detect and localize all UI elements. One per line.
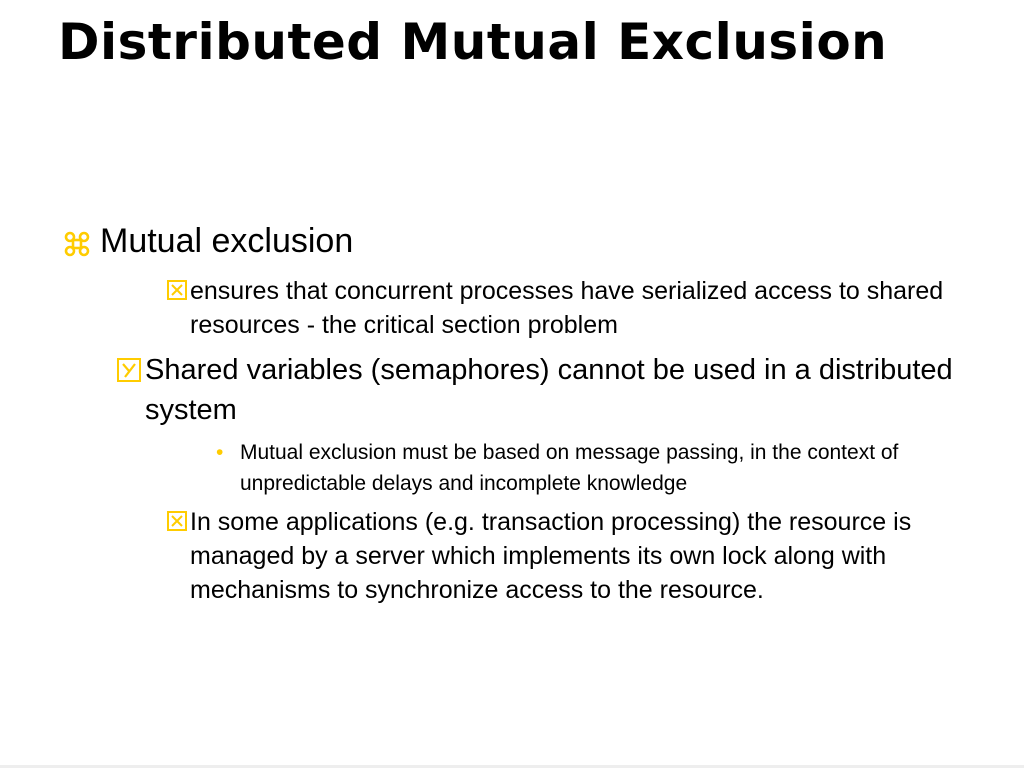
bullet-text: ensures that concurrent processes have serialized access to shared resources - the critical section problem [190, 277, 944, 339]
bullet-text: Mutual exclusion [100, 222, 354, 260]
checkbox-x-icon [167, 511, 187, 531]
bullet-mutual-exclusion [100, 220, 353, 262]
bullet-serialized-access [190, 274, 970, 342]
checkbox-x-icon [167, 280, 187, 300]
dot-bullet-icon: • [216, 441, 224, 464]
bullet-server-lock [190, 505, 950, 607]
bullet-text: In some applications (e.g. transaction processing) the resource is managed by a server which implements its own lock along with mechanisms to synchronize access to the resource. [190, 508, 912, 604]
bullet-message-passing [216, 437, 960, 499]
command-icon [64, 231, 90, 257]
bullet-text: Shared variables (semaphores) cannot be used in a distributed system [145, 354, 953, 426]
checkbox-y-icon [117, 358, 141, 382]
slide-title: Distributed Mutual Exclusion [58, 13, 888, 71]
bullet-text: Mutual exclusion must be based on message passing, in the context of unpredictable delays and incomplete knowledge [240, 441, 899, 495]
bullet-shared-variables [145, 350, 965, 430]
